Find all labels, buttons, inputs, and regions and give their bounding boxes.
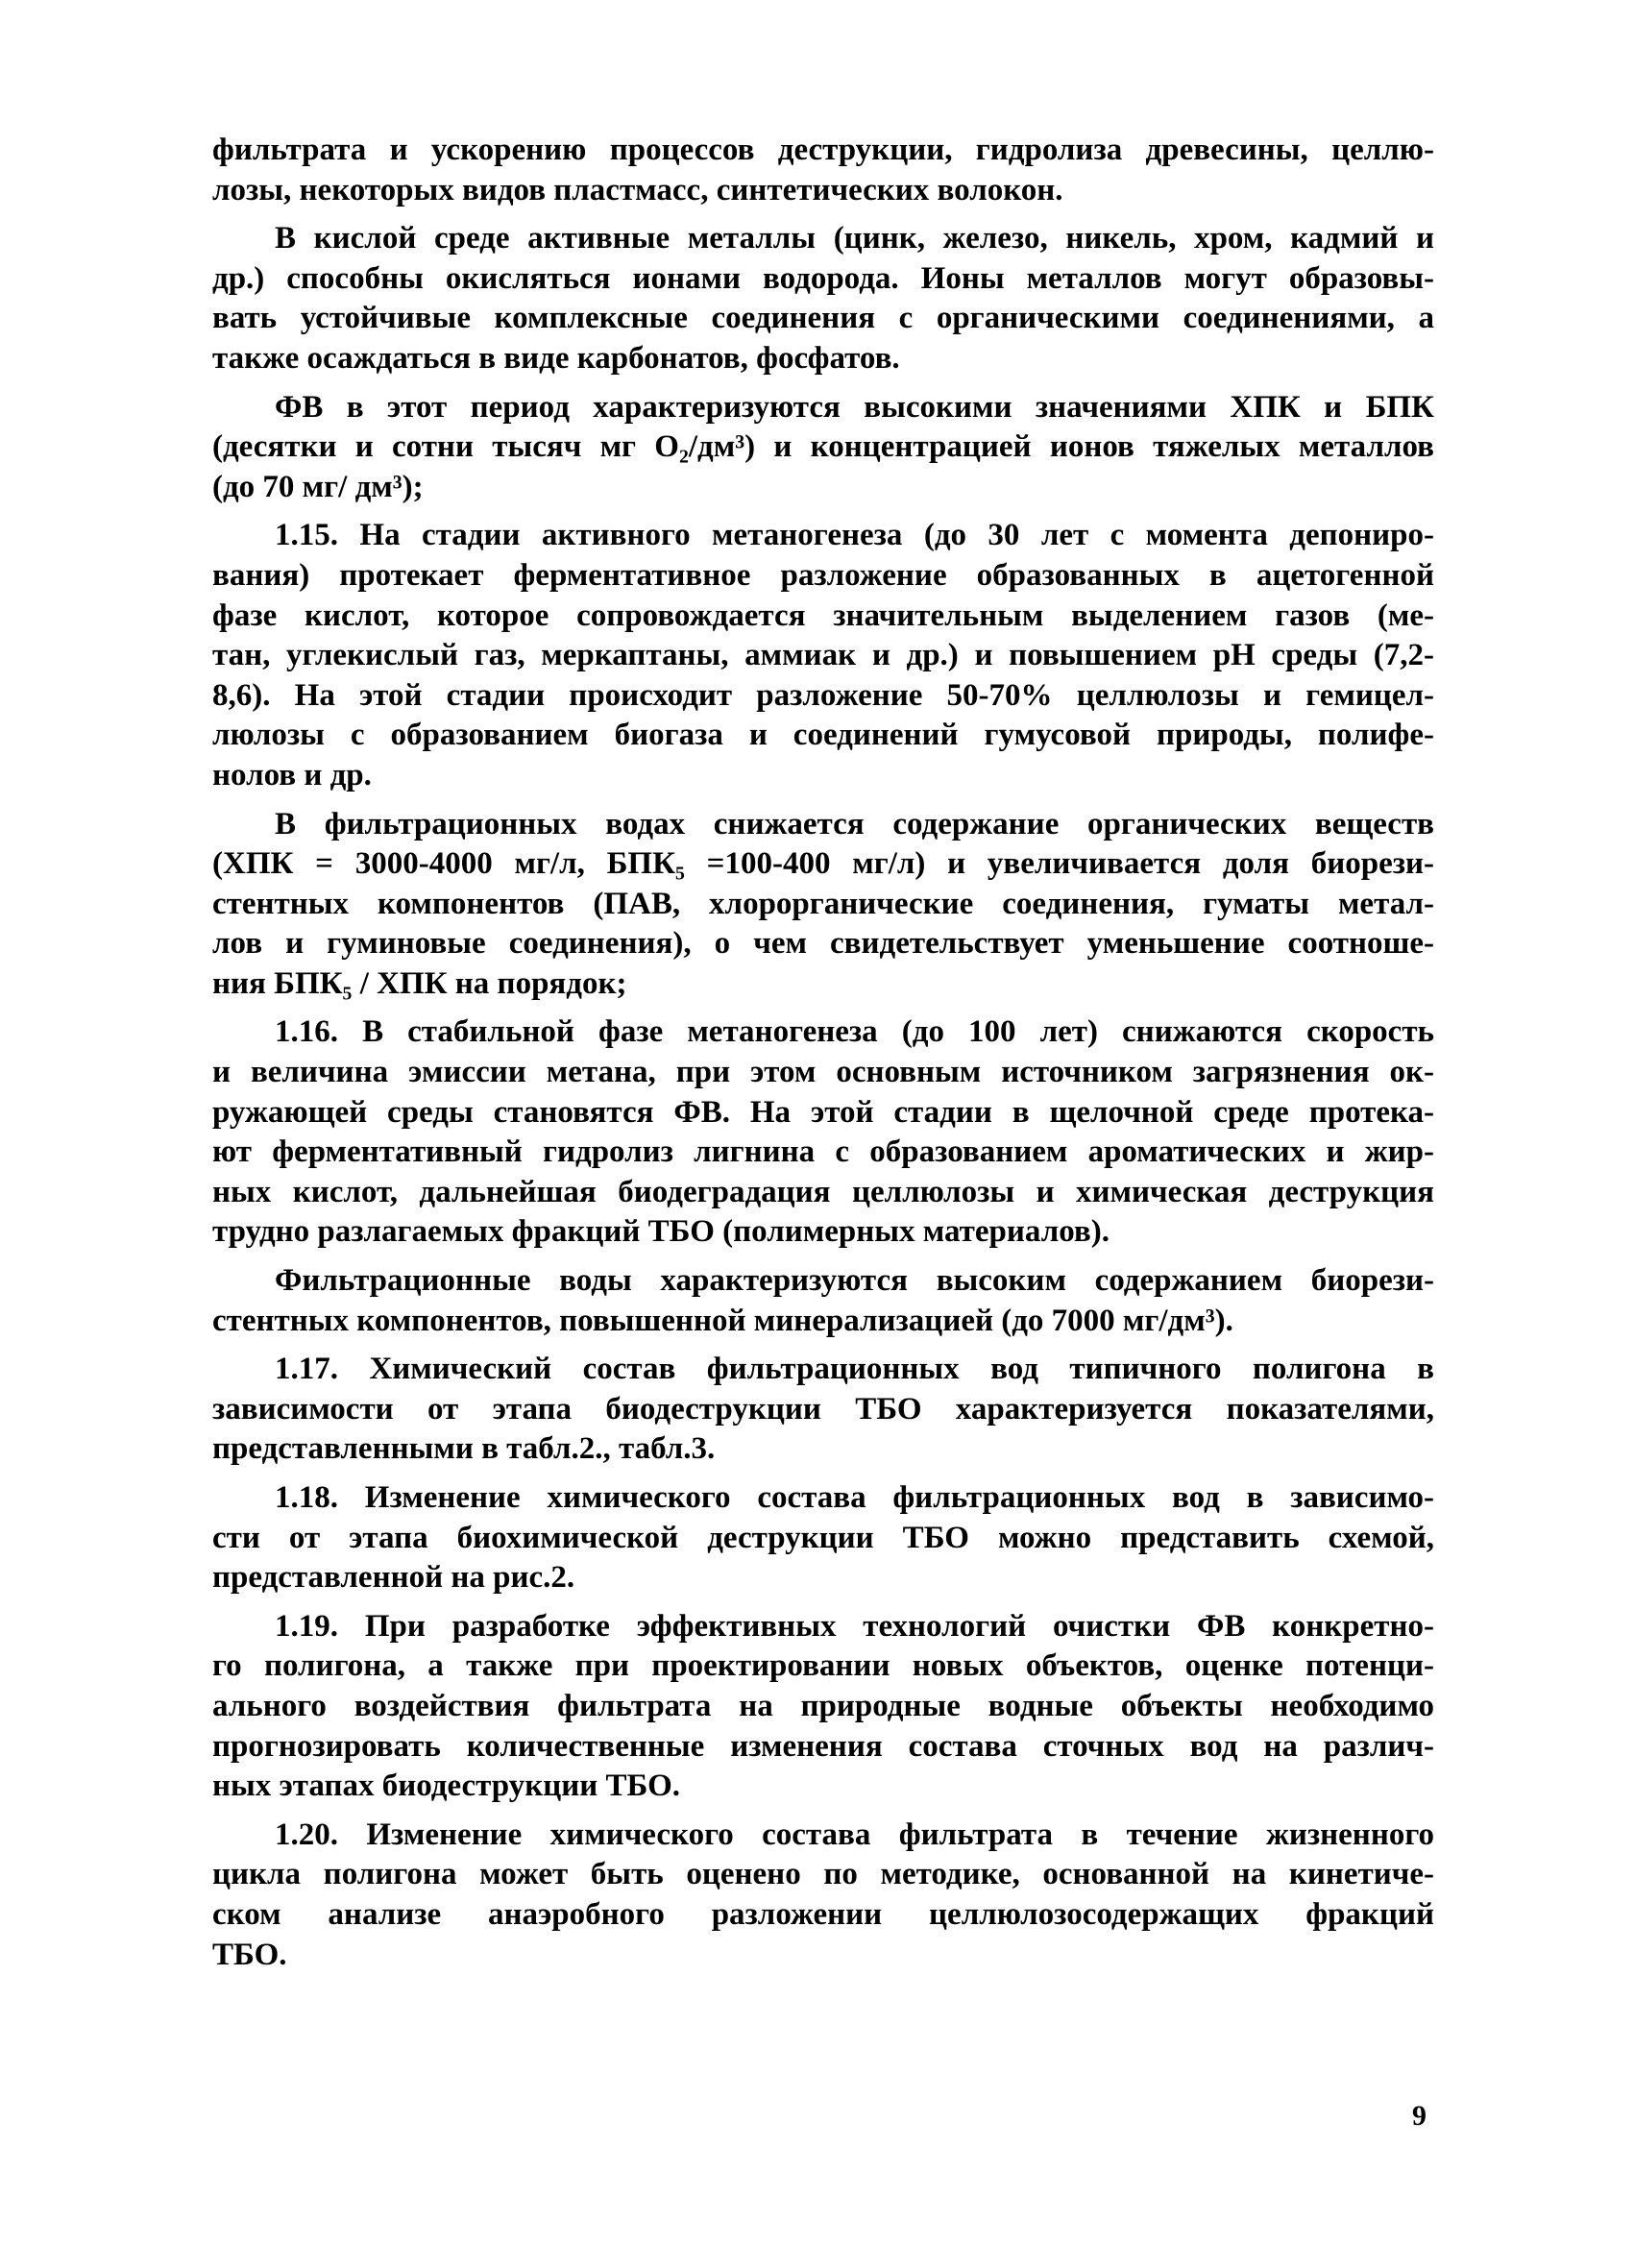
text-line: трудно разлагаемых фракций ТБО (полимерных материалов). — [212, 1214, 1110, 1250]
paragraph — [212, 1261, 1434, 1341]
text-line: стентных компонентов, повышенной минерализацией (до 7000 мг/дм³). — [212, 1303, 1233, 1338]
paragraph — [212, 1350, 1434, 1470]
text-line: люлозы с образованием биогаза и соединений гумусовой природы, полифе- — [212, 718, 1434, 753]
text-line: Фильтрационные воды характеризуются высоким содержанием биорези- — [275, 1263, 1434, 1299]
text-line: ных кислот, дальнейшая биодеградация целлюлозы и химическая деструкция — [212, 1174, 1434, 1209]
text-line: В кислой среде активные металлы (цинк, железо, никель, хром, кадмий и — [275, 221, 1434, 256]
text-line: вания) протекает ферментативное разложение образованных в ацетогенной — [212, 557, 1434, 593]
text-line: ального воздействия фильтрата на природные водные объекты необходимо — [212, 1688, 1434, 1723]
text-line: ния БПК₅ / ХПК на порядок; — [212, 965, 627, 1001]
paragraph — [212, 131, 1434, 210]
paragraph — [212, 805, 1434, 1005]
text-line: 8,6). На этой стадии происходит разложение 50-70% целлюлозы и гемицел- — [212, 677, 1434, 713]
text-line: В фильтрационных водах снижается содержание органических веществ — [275, 806, 1434, 841]
text-line: тан, углекислый газ, меркаптаны, аммиак и др.) и повышением pH среды (7,2- — [212, 638, 1434, 673]
text-line: вать устойчивые комплексные соединения с органическими соединениями, а — [212, 301, 1434, 336]
text-line: ружающей среды становятся ФВ. На этой стадии в щелочной среде протека- — [212, 1094, 1434, 1130]
text-line: (десятки и сотни тысяч мг O₂/дм³) и концентрацией ионов тяжелых металлов — [212, 429, 1434, 465]
text-line: лозы, некоторых видов пластмасс, синтетических волокон. — [212, 172, 1063, 207]
text-line: (ХПК = 3000-4000 мг/л, БПК₅ =100-400 мг/л) и увеличивается доля биорези- — [212, 846, 1434, 882]
text-line: стентных компонентов (ПАВ, хлорорганические соединения, гуматы метал- — [212, 886, 1434, 921]
document-body — [212, 131, 1434, 1984]
text-line: 1.20. Изменение химического состава фильтрата в течение жизненного — [275, 1817, 1434, 1852]
text-line: представленными в табл.2., табл.3. — [212, 1431, 716, 1467]
text-line: прогнозировать количественные изменения состава сточных вод на различ- — [212, 1728, 1434, 1764]
page-number: 9 — [1412, 2100, 1427, 2132]
paragraph — [212, 1816, 1434, 1975]
text-line: ных этапах биодеструкции ТБО. — [212, 1768, 681, 1804]
text-line: также осаждаться в виде карбонатов, фосфатов. — [212, 340, 900, 376]
paragraph — [212, 388, 1434, 508]
text-line: фильтрата и ускорению процессов деструкции, гидролиза древесины, целлю- — [212, 133, 1434, 167]
text-line: ФВ в этот период характеризуются высокими значениями ХПК и БПК — [275, 389, 1434, 425]
text-line: лов и гуминовые соединения), о чем свидетельствует уменьшение соотноше- — [212, 926, 1434, 962]
text-line: цикла полигона может быть оценено по методике, основанной на кинетиче- — [212, 1857, 1434, 1892]
text-line: 1.18. Изменение химического состава фильтрационных вод в зависимо- — [275, 1480, 1434, 1515]
text-line: сти от этапа биохимической деструкции ТБО можно представить схемой, — [212, 1520, 1434, 1555]
text-line: 1.19. При разработке эффективных технологий очистки ФВ конкретно- — [275, 1608, 1434, 1644]
paragraph — [212, 516, 1434, 795]
text-line: представленной на рис.2. — [212, 1560, 575, 1596]
text-line: и величина эмиссии метана, при этом основным источником загрязнения ок- — [212, 1055, 1434, 1090]
paragraph — [212, 1478, 1434, 1598]
text-line: го полигона, а также при проектировании новых объектов, оценке потенци- — [212, 1648, 1434, 1684]
paragraph — [212, 1012, 1434, 1253]
text-line: (до 70 мг/ дм³); — [212, 469, 424, 504]
text-line: ют ферментативный гидролиз лигнина с образованием ароматических и жир- — [212, 1134, 1434, 1170]
text-line: др.) способны окисляться ионами водорода. Ионы металлов могут образовы- — [212, 260, 1434, 296]
text-line: ТБО. — [212, 1937, 287, 1972]
text-line: 1.17. Химический состав фильтрационных вод типичного полигона в — [275, 1352, 1434, 1387]
paragraph — [212, 1607, 1434, 1807]
text-line: 1.16. В стабильной фазе метаногенеза (до 100 лет) снижаются скорость — [275, 1014, 1434, 1050]
paragraph — [212, 219, 1434, 378]
text-line: фазе кислот, которое сопровождается значительным выделением газов (ме- — [212, 597, 1434, 633]
text-line: зависимости от этапа биодеструкции ТБО характеризуется показателями, — [212, 1391, 1434, 1427]
text-line: 1.15. На стадии активного метаногенеза (до 30 лет с момента депониро- — [275, 518, 1434, 553]
text-line: нолов и др. — [212, 757, 372, 793]
text-line: ском анализе анаэробного разложении целлюлозосодержащих фракций — [212, 1896, 1434, 1932]
